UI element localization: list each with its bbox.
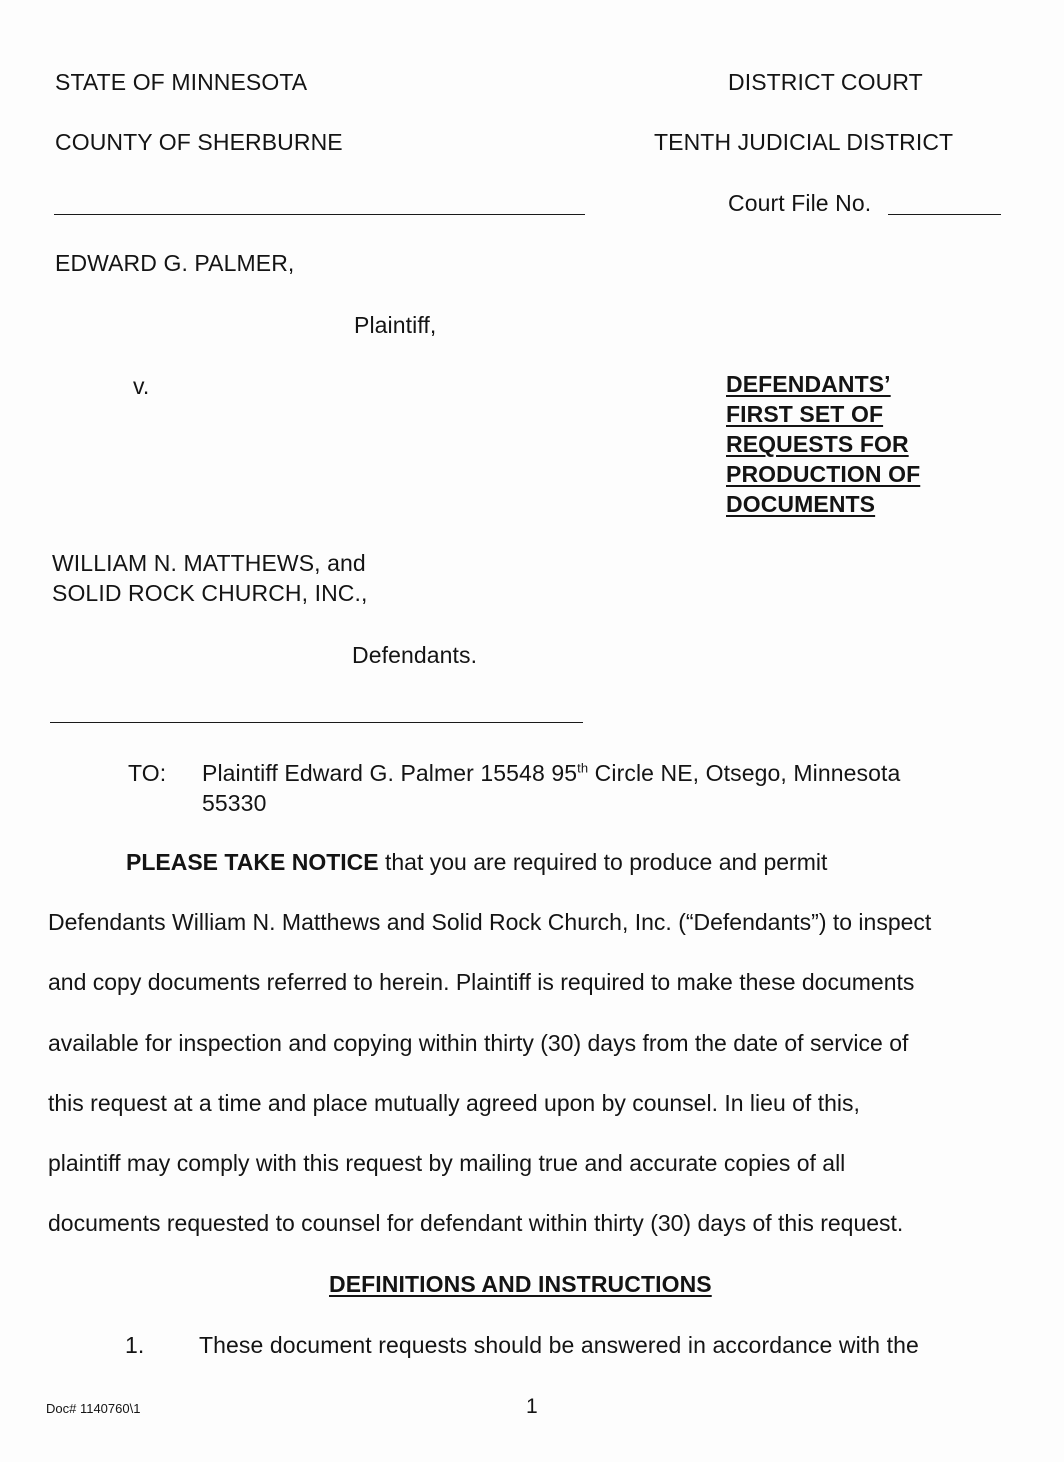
to-address-line-2: 55330 [202, 790, 267, 816]
paragraph-line: documents requested to counsel for defendant within thirty (30) days of this request. [48, 1210, 904, 1237]
defendant-line-1: WILLIAM N. MATTHEWS, and [52, 550, 366, 576]
caption-bottom-rule [50, 722, 583, 723]
item-text: These document requests should be answered in accordance with the [199, 1332, 919, 1358]
document-title-line: DEFENDANTS’ [726, 371, 891, 397]
paragraph-line: plaintiff may comply with this request by mailing true and accurate copies of all [48, 1149, 846, 1176]
document-title-line: FIRST SET OF [726, 401, 884, 427]
to-address-line-1: Plaintiff Edward G. Palmer 15548 95th Circle NE, Otsego, Minnesota [202, 760, 901, 786]
court-label: DISTRICT COURT [728, 69, 923, 95]
paragraph-line: available for inspection and copying within thirty (30) days from the date of service of [48, 1029, 909, 1056]
defendant-role: Defendants. [352, 642, 478, 668]
district-label: TENTH JUDICIAL DISTRICT [654, 129, 954, 155]
paragraph-line: this request at a time and place mutually agreed upon by counsel. In lieu of this, [48, 1089, 860, 1116]
court-file-label: Court File No. [728, 190, 872, 216]
notice-paragraph [48, 848, 1018, 1269]
paragraph-line: and copy documents referred to herein. Plaintiff is required to make these documents [48, 969, 915, 996]
to-label: TO: [128, 760, 167, 786]
item-number: 1. [125, 1332, 145, 1358]
document-title-line: DOCUMENTS [726, 491, 876, 517]
caption-top-rule [54, 214, 585, 215]
page-number: 1 [526, 1395, 538, 1418]
versus-label: v. [133, 373, 150, 399]
notice-lead: PLEASE TAKE NOTICE [126, 849, 379, 875]
doc-id: Doc# 1140760\1 [46, 1401, 141, 1416]
plaintiff-name: EDWARD G. PALMER, [55, 250, 295, 276]
document-title-line: PRODUCTION OF [726, 461, 921, 487]
section-heading: DEFINITIONS AND INSTRUCTIONS [329, 1271, 712, 1297]
paragraph-line: Defendants William N. Matthews and Solid Rock Church, Inc. (“Defendants”) to inspect [48, 909, 932, 936]
state-label: STATE OF MINNESOTA [55, 69, 308, 95]
court-file-blank [888, 214, 1001, 215]
plaintiff-role: Plaintiff, [354, 312, 437, 338]
county-label: COUNTY OF SHERBURNE [55, 129, 343, 155]
defendant-line-2: SOLID ROCK CHURCH, INC., [52, 580, 368, 606]
document-title-line: REQUESTS FOR [726, 431, 909, 457]
paragraph-line: PLEASE TAKE NOTICE that you are required to produce and permit [126, 849, 828, 875]
